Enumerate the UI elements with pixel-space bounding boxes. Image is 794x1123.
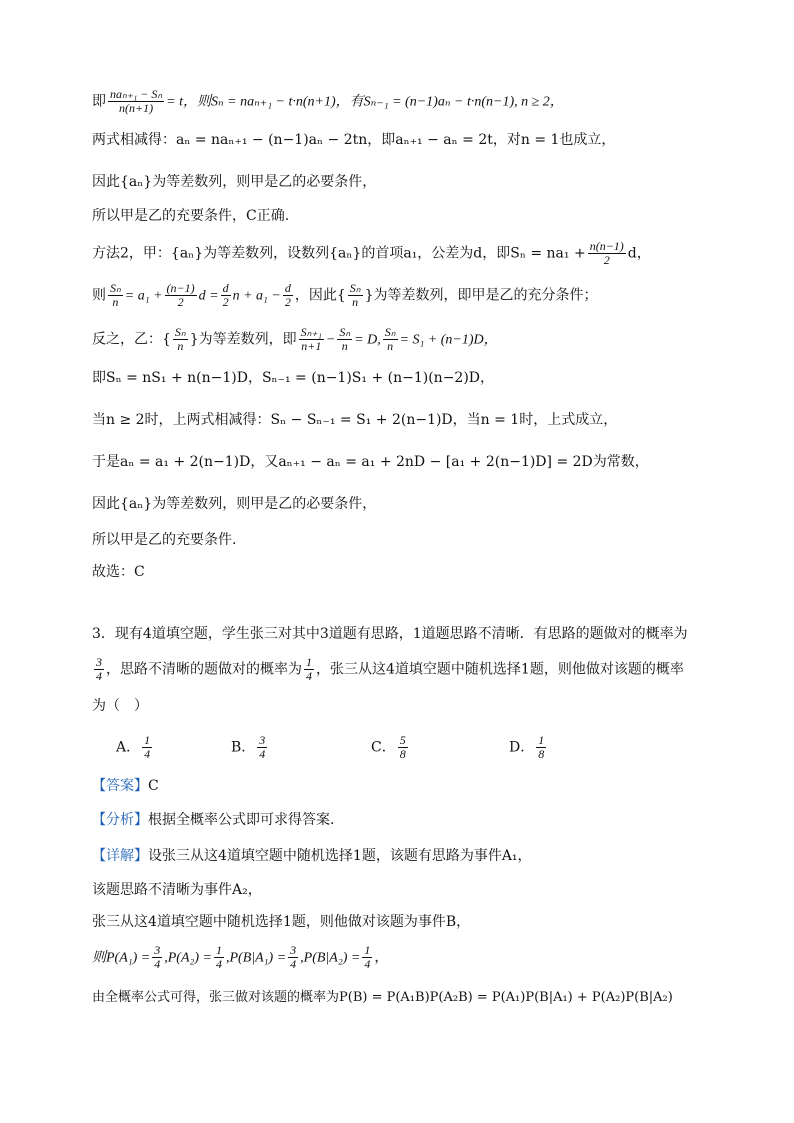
denominator: n(n+1) — [119, 101, 154, 115]
solution-line-11: 因此{aₙ}为等差数列，则甲是乙的必要条件， — [92, 496, 377, 512]
text: = D, — [354, 332, 381, 348]
text: ，张三从这4道填空题中随机选择1题，则他做对该题的概率 — [316, 661, 684, 678]
fraction — [108, 88, 164, 115]
numerator: Sₙ — [349, 281, 361, 295]
text: 则 — [92, 287, 106, 304]
fraction — [257, 734, 267, 761]
solution-line-6 — [92, 282, 597, 309]
solution-line-12: 所以甲是乙的充要条件. — [92, 532, 237, 548]
numerator: d — [284, 281, 291, 295]
text: n + a₁ − — [232, 288, 281, 304]
detail-text: 设张三从这4道填空题中随机选择1题，该题有思路为事件A₁， — [148, 848, 532, 864]
text: d， — [627, 245, 651, 262]
denominator: 4 — [306, 669, 312, 683]
fraction — [348, 282, 363, 309]
numerator: 1 — [364, 943, 371, 957]
text: 即 — [92, 93, 106, 110]
numerator: 3 — [290, 943, 297, 957]
answer-value: C — [148, 778, 159, 794]
numerator: Sₙ — [339, 325, 351, 339]
option-c — [371, 734, 410, 761]
analysis-tag: 【分析】 — [92, 812, 148, 828]
option-label: A． — [116, 739, 141, 756]
numerator: d — [222, 281, 229, 295]
option-label: D． — [509, 739, 535, 756]
fraction — [214, 944, 224, 971]
text: ，思路不清晰的题做对的概率为 — [106, 661, 302, 678]
formula-text: = t，则Sₙ = naₙ₊₁ − t·n(n+1)，有Sₙ₋₁ = (n−1)aₙ − t·n(n−1), n ≥ 2， — [166, 94, 564, 110]
numerator: 1 — [144, 733, 151, 747]
text: 方法2，甲：{aₙ}为等差数列，设数列{aₙ}的首项a₁，公差为d，即Sₙ = na₁ + — [92, 245, 586, 262]
text: ，因此{ — [294, 287, 346, 304]
fraction — [304, 656, 314, 683]
fraction — [221, 282, 231, 309]
denominator: 4 — [259, 747, 266, 761]
numerator: Sₙ — [174, 325, 186, 339]
solution-line-13: 故选：C — [92, 564, 145, 580]
question-3-line-2 — [92, 656, 684, 683]
solution-line-2: 两式相减得：aₙ = naₙ₊₁ − (n−1)aₙ − 2tn，即aₙ₊₁ − aₙ = 2t，对n = 1也成立， — [92, 132, 616, 148]
text: = S₁ + (n−1)D， — [399, 332, 498, 348]
detail-line-2: 该题思路不清晰为事件A₂， — [92, 882, 262, 898]
analysis-text: 根据全概率公式即可求得答案. — [148, 812, 335, 828]
solution-line-1 — [92, 88, 564, 115]
denominator: 4 — [364, 957, 371, 971]
text: ,P(A₂) = — [164, 950, 212, 966]
numerator: 1 — [216, 943, 222, 957]
text: }为等差数列，即 — [189, 331, 297, 348]
numerator: (n−1) — [166, 281, 195, 295]
fraction — [299, 326, 324, 353]
fraction — [173, 326, 188, 353]
detail-line-5: 由全概率公式可得，张三做对该题的概率为P(B) = P(A₁B)P(A₂B) = P(A₁)P(B|A₁) + P(A₂)P(B|A₂) — [92, 990, 673, 1005]
text: − — [325, 332, 336, 348]
numerator: naₙ₊₁ − Sₙ — [110, 87, 163, 101]
detail-line-3: 张三从这4道填空题中随机选择1题，则他做对该题为事件B， — [92, 914, 471, 930]
fraction — [283, 282, 293, 309]
detail-line — [92, 846, 532, 866]
numerator: 1 — [538, 733, 545, 747]
text: 反之，乙：{ — [92, 331, 171, 348]
denominator: n — [387, 339, 394, 353]
numerator: 3 — [154, 943, 161, 957]
option-b — [231, 734, 269, 761]
denominator: 2 — [177, 295, 184, 309]
denominator: n+1 — [301, 339, 322, 353]
denominator: n — [112, 295, 119, 309]
fraction — [142, 734, 152, 761]
text: 则P(A₁) = — [92, 950, 151, 966]
fraction — [398, 734, 408, 761]
fraction — [588, 240, 626, 267]
fraction — [108, 282, 123, 309]
option-a — [116, 734, 154, 761]
denominator: 4 — [96, 669, 102, 683]
denominator: n — [177, 339, 184, 353]
option-d — [509, 734, 548, 761]
text: d = — [198, 288, 219, 304]
denominator: 4 — [144, 747, 151, 761]
solution-line-5 — [92, 240, 651, 267]
numerator: n(n−1) — [589, 239, 624, 253]
numerator: 3 — [259, 733, 266, 747]
text: ， — [374, 949, 389, 966]
solution-line-7 — [92, 326, 498, 353]
numerator: Sₙ₊₁ — [300, 325, 322, 339]
detail-line-4 — [92, 944, 388, 971]
denominator: 8 — [399, 747, 406, 761]
solution-line-4: 所以甲是乙的充要条件，C正确. — [92, 208, 290, 224]
option-label: C． — [371, 739, 396, 756]
fraction — [536, 734, 546, 761]
solution-line-9: 当n ≥ 2时，上两式相减得：Sₙ − Sₙ₋₁ = S₁ + 2(n−1)D，当n = 1时，上式成立， — [92, 412, 618, 428]
question-3-line-3: 为（ ） — [92, 698, 148, 714]
denominator: 4 — [216, 957, 222, 971]
question-3-text: 3．现有4道填空题，学生张三对其中3道题有思路，1道题思路不清晰．有思路的题做对的概率为 — [92, 626, 688, 642]
numerator: Sₙ — [384, 325, 396, 339]
fraction — [94, 656, 104, 683]
denominator: 2 — [284, 295, 291, 309]
denominator: n — [352, 295, 359, 309]
fraction — [152, 944, 162, 971]
denominator: 2 — [222, 295, 229, 309]
fraction — [165, 282, 197, 309]
denominator: 4 — [290, 957, 297, 971]
fraction — [362, 944, 372, 971]
text: = a₁ + — [124, 288, 163, 304]
text: ,P(B|A₁) = — [226, 950, 287, 966]
answer-tag: 【答案】 — [92, 778, 148, 794]
numerator: 5 — [399, 733, 406, 747]
denominator: 2 — [603, 253, 610, 267]
solution-line-8: 即Sₙ = nS₁ + n(n−1)D，Sₙ₋₁ = (n−1)S₁ + (n−1)(n−2)D， — [92, 370, 495, 386]
numerator: 3 — [96, 655, 102, 669]
answer-line — [92, 776, 159, 796]
numerator: Sₙ — [110, 281, 121, 295]
detail-tag: 【详解】 — [92, 848, 148, 864]
fraction — [288, 944, 298, 971]
text: ,P(B|A₂) = — [300, 950, 361, 966]
denominator: 4 — [154, 957, 161, 971]
text: }为等差数列，即甲是乙的充分条件； — [364, 287, 598, 304]
solution-line-10: 于是aₙ = a₁ + 2(n−1)D，又aₙ₊₁ − aₙ = a₁ + 2nD − [a₁ + 2(n−1)D] = 2D为常数， — [92, 454, 649, 470]
option-label: B． — [231, 739, 256, 756]
numerator: 1 — [306, 655, 312, 669]
denominator: n — [341, 339, 348, 353]
fraction — [383, 326, 398, 353]
solution-line-3: 因此{aₙ}为等差数列，则甲是乙的必要条件， — [92, 174, 377, 190]
analysis-line — [92, 810, 334, 830]
denominator: 8 — [538, 747, 545, 761]
fraction — [337, 326, 352, 353]
